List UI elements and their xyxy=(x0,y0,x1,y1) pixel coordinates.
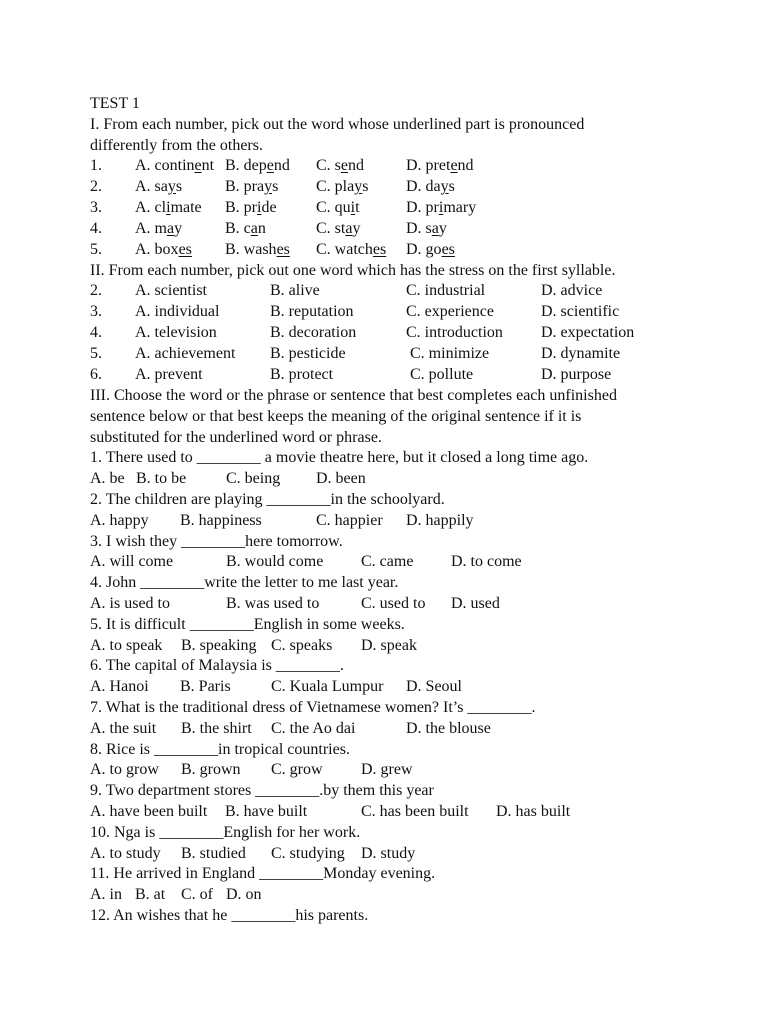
option-d: D. study xyxy=(361,845,416,862)
question-stem: 10. Nga is ________English for her work. xyxy=(90,824,361,841)
question-stem: 9. Two department stores ________.by them this year xyxy=(90,782,434,799)
option-b: B. can xyxy=(225,220,266,237)
option-d: D. Seoul xyxy=(406,678,462,695)
question-stem: 1. There used to ________ a movie theatre here, but it closed a long time ago. xyxy=(90,449,589,466)
option-c: C. quit xyxy=(316,199,360,216)
option-c: C. grow xyxy=(271,761,323,778)
option-c: C. watches xyxy=(316,241,387,258)
option-d: D. goes xyxy=(406,241,455,258)
option-a: A. television xyxy=(135,324,217,341)
option-c: C. stay xyxy=(316,220,361,237)
option-a: A. achievement xyxy=(135,345,236,362)
option-b: B. alive xyxy=(270,282,320,299)
option-a: A. boxes xyxy=(135,241,192,258)
option-c: C. speaks xyxy=(271,637,333,654)
option-a: A. to grow xyxy=(90,761,159,778)
row-number: 3. xyxy=(90,303,102,320)
section3-heading-line3: substituted for the underlined word or phrase. xyxy=(90,429,382,446)
option-a: A. will come xyxy=(90,553,174,570)
option-c: C. studying xyxy=(271,845,345,862)
question-stem: 11. He arrived in England ________Monday evening. xyxy=(90,865,436,882)
option-b: B. pride xyxy=(225,199,277,216)
option-d: D. the blouse xyxy=(406,720,491,737)
option-d: D. used xyxy=(451,595,500,612)
question-stem: 5. It is difficult ________English in some weeks. xyxy=(90,616,405,633)
option-b: B. depend xyxy=(225,157,290,174)
option-d: D. say xyxy=(406,220,447,237)
option-a: A. scientist xyxy=(135,282,207,299)
option-d: D. happily xyxy=(406,512,474,529)
option-b: B. the shirt xyxy=(181,720,252,737)
option-d: D. dynamite xyxy=(541,345,621,362)
section1-heading-line2: differently from the others. xyxy=(90,137,263,154)
option-c: C. of xyxy=(181,886,213,903)
option-c: C. pollute xyxy=(410,366,474,383)
option-a: A. Hanoi xyxy=(90,678,149,695)
option-b: B. grown xyxy=(181,761,241,778)
option-c: C. being xyxy=(226,470,281,487)
option-d: D. grew xyxy=(361,761,413,778)
option-b: B. speaking xyxy=(181,637,257,654)
question-stem: 7. What is the traditional dress of Vietnamese women? It’s ________. xyxy=(90,699,536,716)
option-c: C. plays xyxy=(316,178,369,195)
option-c: C. used to xyxy=(361,595,426,612)
option-b: B. was used to xyxy=(226,595,320,612)
option-d: D. on xyxy=(226,886,262,903)
section3-heading-line2: sentence below or that best keeps the meaning of the original sentence if it is xyxy=(90,408,582,425)
option-b: B. prays xyxy=(225,178,279,195)
option-b: B. would come xyxy=(226,553,324,570)
option-c: C. Kuala Lumpur xyxy=(271,678,384,695)
row-number: 3. xyxy=(90,199,102,216)
option-a: A. to study xyxy=(90,845,161,862)
option-c: C. send xyxy=(316,157,365,174)
option-a: A. is used to xyxy=(90,595,170,612)
option-a: A. have been built xyxy=(90,803,208,820)
option-a: A. in xyxy=(90,886,122,903)
option-b: B. washes xyxy=(225,241,290,258)
section2-heading: II. From each number, pick out one word which has the stress on the first syllable. xyxy=(90,262,616,279)
question-stem: 12. An wishes that he ________his parents. xyxy=(90,907,369,924)
option-d: D. days xyxy=(406,178,455,195)
option-d: D. expectation xyxy=(541,324,635,341)
row-number: 4. xyxy=(90,220,102,237)
option-b: B. happiness xyxy=(180,512,262,529)
option-b: B. at xyxy=(135,886,166,903)
option-c: C. happier xyxy=(316,512,383,529)
option-b: B. protect xyxy=(270,366,334,383)
option-a: A. to speak xyxy=(90,637,163,654)
section1-heading-line1: I. From each number, pick out the word whose underlined part is pronounced xyxy=(90,116,585,133)
row-number: 2. xyxy=(90,178,102,195)
option-a: A. prevent xyxy=(135,366,203,383)
section3-heading-line1: III. Choose the word or the phrase or sentence that best completes each unfinished xyxy=(90,387,617,404)
option-b: B. have built xyxy=(225,803,308,820)
option-d: D. purpose xyxy=(541,366,612,383)
question-stem: 3. I wish they ________here tomorrow. xyxy=(90,533,343,550)
option-b: B. pesticide xyxy=(270,345,346,362)
option-c: C. minimize xyxy=(410,345,490,362)
option-c: C. has been built xyxy=(361,803,469,820)
option-a: A. climate xyxy=(135,199,202,216)
option-d: D. has built xyxy=(496,803,571,820)
option-d: D. primary xyxy=(406,199,477,216)
question-stem: 8. Rice is ________in tropical countries. xyxy=(90,741,350,758)
option-c: C. experience xyxy=(406,303,494,320)
option-a: A. individual xyxy=(135,303,220,320)
option-a: A. the suit xyxy=(90,720,157,737)
option-a: A. continent xyxy=(135,157,215,174)
option-b: B. to be xyxy=(136,470,187,487)
question-stem: 4. John ________write the letter to me last year. xyxy=(90,574,399,591)
option-b: B. Paris xyxy=(180,678,231,695)
option-b: B. decoration xyxy=(270,324,357,341)
row-number: 2. xyxy=(90,282,102,299)
option-d: D. pretend xyxy=(406,157,474,174)
option-d: D. to come xyxy=(451,553,522,570)
option-c: C. came xyxy=(361,553,414,570)
option-c: C. industrial xyxy=(406,282,486,299)
option-d: D. scientific xyxy=(541,303,620,320)
option-a: A. be xyxy=(90,470,125,487)
question-stem: 2. The children are playing ________in the schoolyard. xyxy=(90,491,445,508)
option-d: D. speak xyxy=(361,637,417,654)
row-number: 6. xyxy=(90,366,102,383)
row-number: 5. xyxy=(90,241,102,258)
test-title: TEST 1 xyxy=(90,95,140,112)
option-a: A. happy xyxy=(90,512,149,529)
row-number: 5. xyxy=(90,345,102,362)
question-stem: 6. The capital of Malaysia is ________. xyxy=(90,657,344,674)
option-c: C. the Ao dai xyxy=(271,720,356,737)
option-d: D. been xyxy=(316,470,366,487)
option-b: B. reputation xyxy=(270,303,354,320)
option-b: B. studied xyxy=(181,845,246,862)
option-c: C. introduction xyxy=(406,324,503,341)
option-a: A. may xyxy=(135,220,183,237)
row-number: 1. xyxy=(90,157,102,174)
option-d: D. advice xyxy=(541,282,603,299)
row-number: 4. xyxy=(90,324,102,341)
option-a: A. says xyxy=(135,178,183,195)
